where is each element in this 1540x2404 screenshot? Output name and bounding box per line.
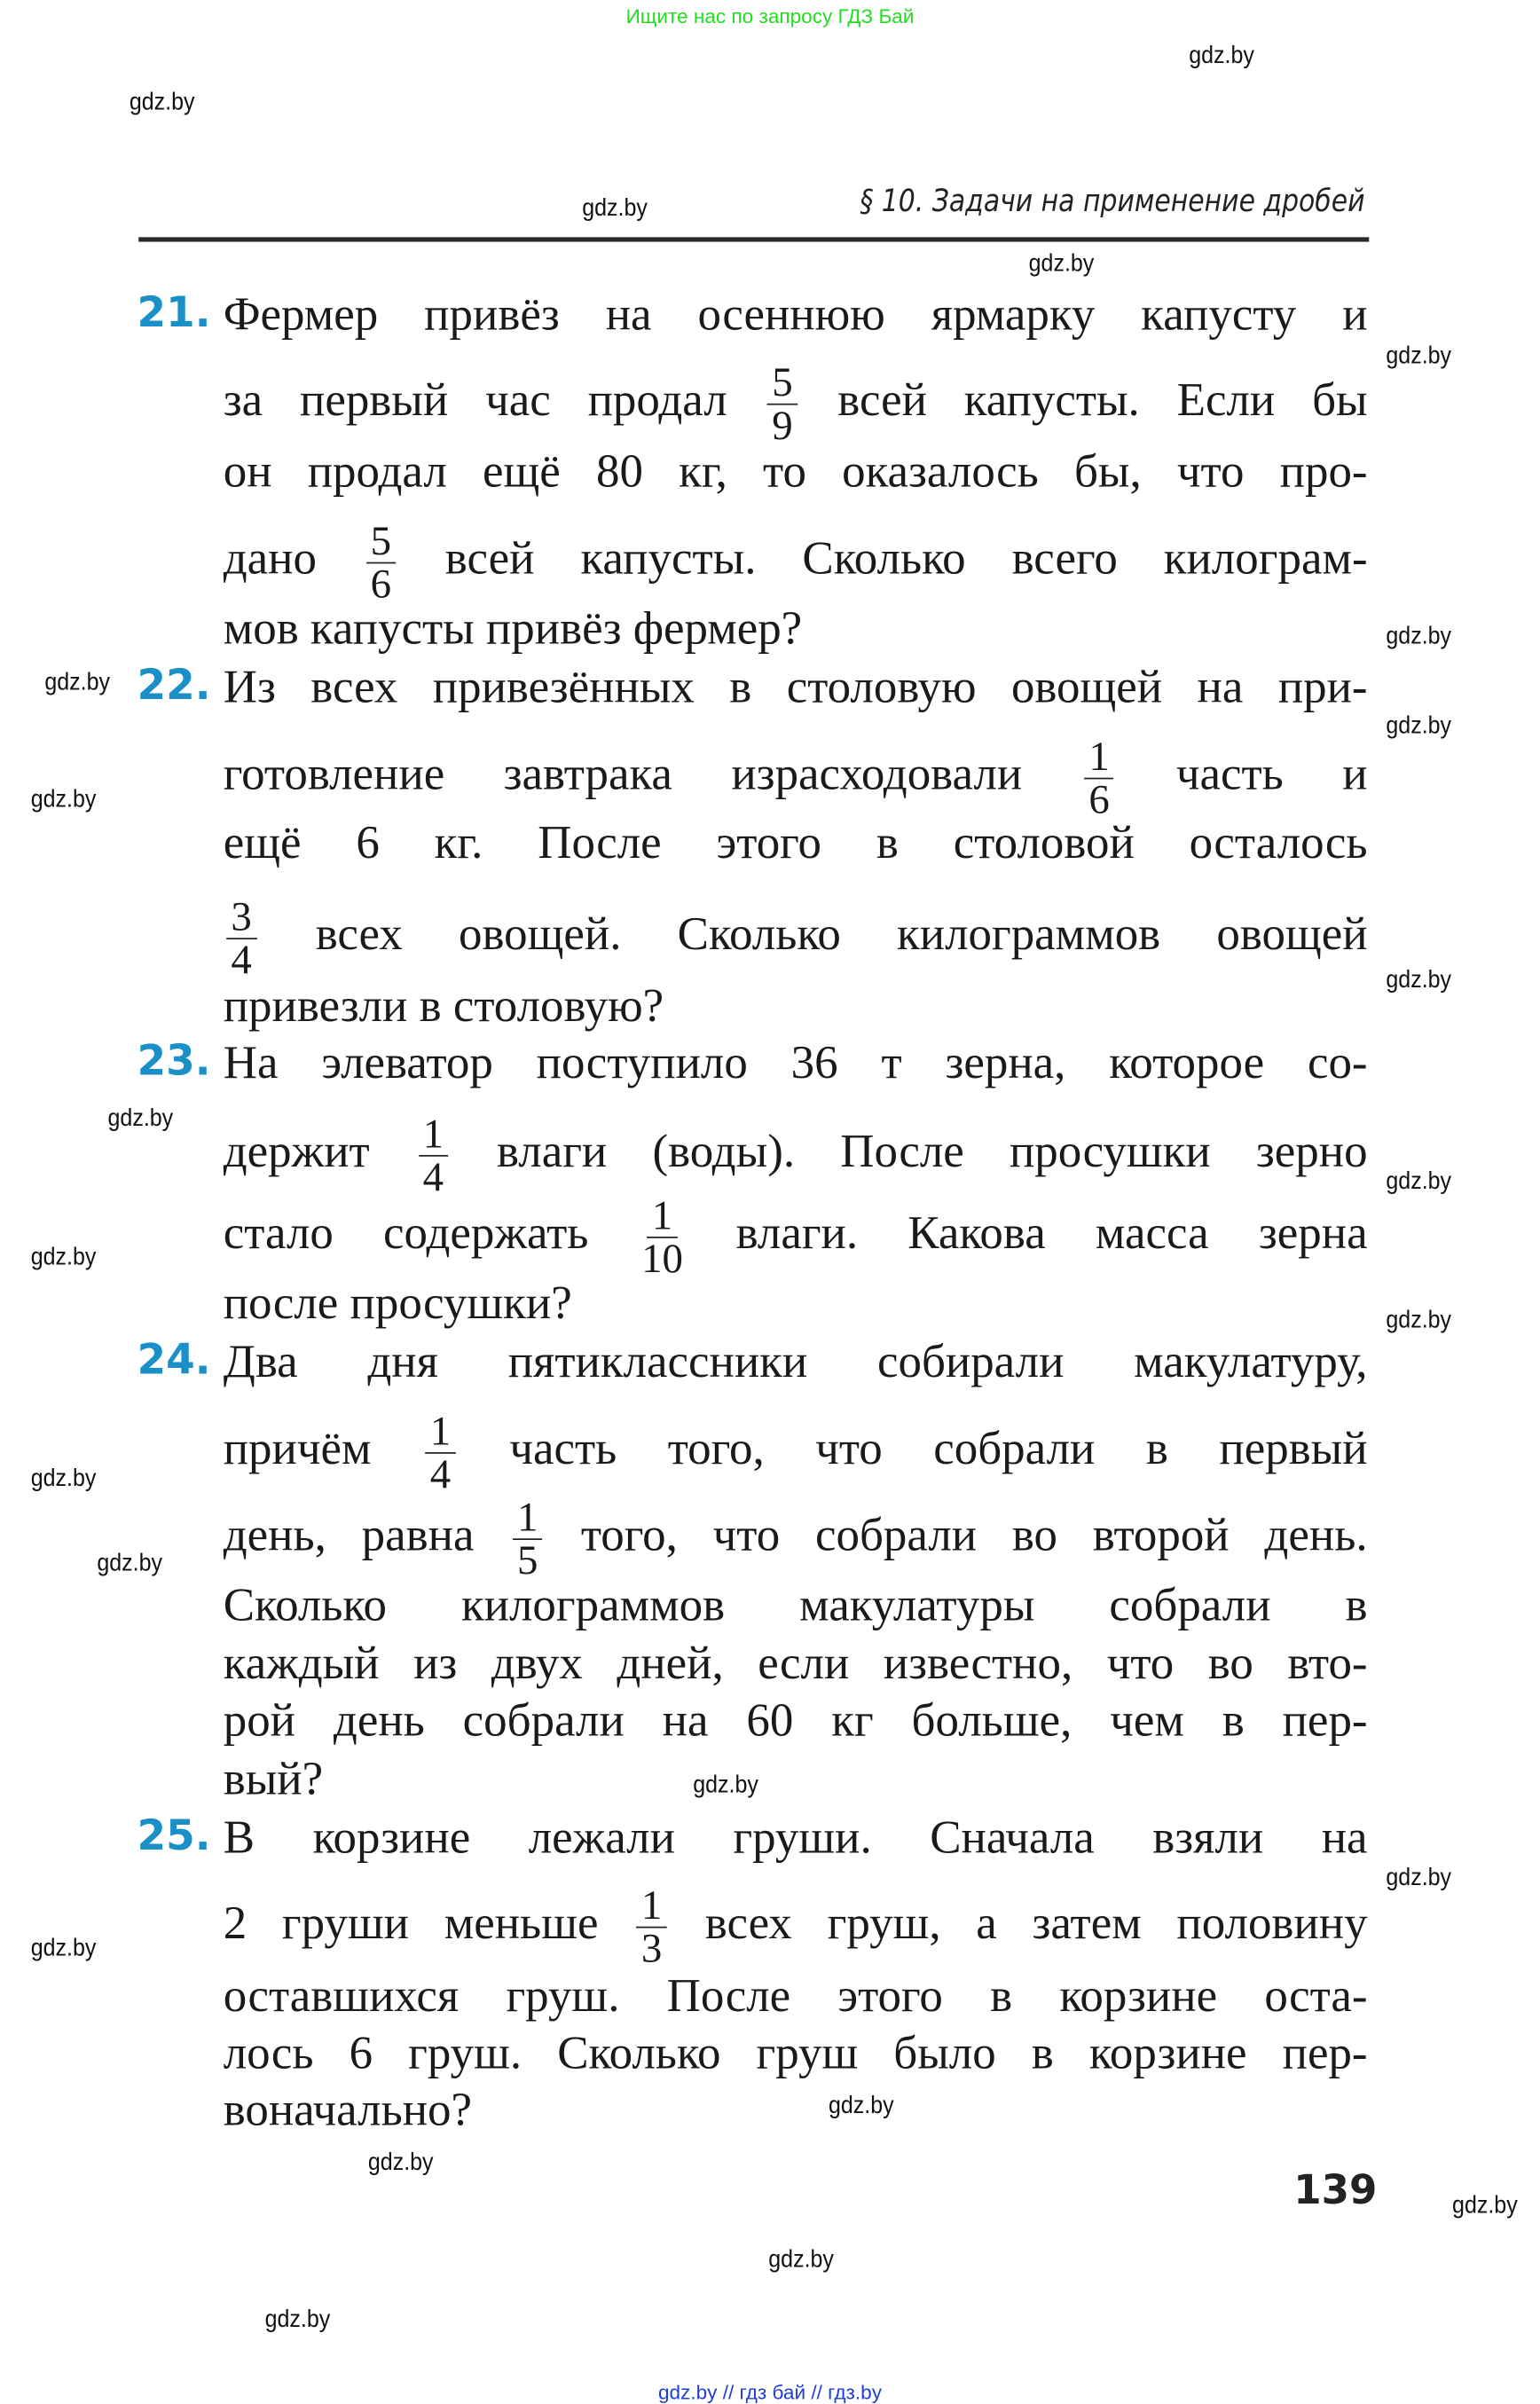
problem-text-line: [224, 1035, 1368, 1090]
text-segment: Два дня пятиклассники собирали макулатуру,: [223, 1335, 1368, 1388]
text-segment: воначально?: [223, 2083, 473, 2136]
watermark: gdz.by: [1189, 43, 1254, 70]
fraction-numerator: 1: [418, 1113, 448, 1157]
watermark: gdz.by: [693, 1772, 758, 1799]
text-segment: стало содержать: [223, 1206, 589, 1260]
watermark: gdz.by: [1386, 1865, 1452, 1891]
problem-text-line: [223, 1110, 1368, 1200]
text-segment: держит: [223, 1125, 370, 1178]
text-segment: вый?: [223, 1752, 324, 1805]
watermark: gdz.by: [1028, 250, 1095, 278]
watermark: gdz.by: [30, 1244, 97, 1271]
problem-number: 24.: [137, 1336, 211, 1385]
problem-text-line: [224, 892, 1368, 983]
text-segment: причём: [223, 1422, 372, 1475]
text-segment: всей капусты. Если бы: [837, 373, 1368, 427]
problem-text-line: [223, 1493, 1368, 1583]
watermark: gdz.by: [264, 2306, 331, 2334]
problem-text-line: [224, 1577, 1368, 1632]
fraction: [513, 1493, 543, 1583]
watermark: gdz.by: [367, 2149, 434, 2176]
text-segment: мов капусты привёз фермер?: [223, 601, 803, 655]
fraction-denominator: 5: [516, 1536, 538, 1583]
fraction-denominator: 6: [1088, 775, 1110, 823]
fraction-denominator: 4: [422, 1153, 444, 1200]
watermark: gdz.by: [1386, 1168, 1452, 1196]
fraction: [1084, 733, 1114, 823]
text-segment: рой день собрали на 60 кг больше, чем в пер-: [223, 1693, 1368, 1747]
problem-text-line: [224, 1636, 1368, 1691]
fraction-denominator: 6: [370, 560, 392, 607]
watermark: gdz.by: [1386, 967, 1452, 994]
problem-text-line: [224, 1968, 1368, 2023]
problem-text-line: [223, 733, 1368, 823]
watermark: gdz.by: [1386, 624, 1452, 650]
problem-text-line: [224, 2082, 472, 2137]
text-segment: всей капусты. Сколько всего килограм-: [444, 531, 1368, 585]
bottom-ad-link[interactable]: gdz.by // гдз бай // гдз.by: [657, 2380, 883, 2404]
text-segment: На элеватор поступило 36 т зерна, которое со-: [223, 1036, 1368, 1089]
problem-text-line: [223, 517, 1368, 607]
fraction-denominator: 3: [640, 1925, 663, 1972]
text-segment: за первый час продал: [223, 373, 727, 427]
fraction-numerator: 1: [648, 1195, 678, 1238]
problem-text-line: [224, 287, 1368, 342]
problem-text-line: [224, 1333, 1368, 1388]
text-segment: он продал ещё 80 кг, то оказалось бы, что про-: [223, 444, 1368, 498]
fraction: [425, 1407, 455, 1497]
text-segment: всех груш, а затем половину: [704, 1896, 1368, 1949]
text-segment: 2 груши меньше: [223, 1896, 599, 1949]
problem-text-line: [224, 659, 1368, 714]
problem-number: 22.: [137, 662, 211, 711]
watermark: gdz.by: [828, 2093, 894, 2119]
fraction-numerator: 5: [767, 362, 798, 405]
text-segment: часть и: [1175, 747, 1368, 800]
watermark: gdz.by: [582, 195, 648, 222]
header-divider: [138, 237, 1369, 241]
text-segment: готовление завтрака израсходовали: [223, 747, 1023, 800]
problem-text-line: [223, 1882, 1368, 1972]
problem-text-line: [224, 1275, 572, 1330]
top-ad-link[interactable]: Ищите нас по запросу ГДЗ Бай: [625, 4, 915, 28]
fraction-numerator: 1: [637, 1885, 667, 1929]
watermark: gdz.by: [30, 1465, 97, 1493]
page-number: 139: [1293, 2168, 1378, 2215]
fraction: [637, 1882, 667, 1972]
fraction: [641, 1191, 683, 1282]
watermark: gdz.by: [129, 89, 195, 116]
watermark: gdz.by: [30, 1936, 97, 1962]
watermark: gdz.by: [1386, 712, 1452, 740]
fraction: [226, 892, 256, 983]
text-segment: день, равна: [223, 1508, 475, 1561]
fraction-denominator: 9: [772, 402, 793, 449]
problem-text-line: [223, 358, 1368, 449]
problem-number: 25.: [137, 1812, 211, 1861]
text-segment: всех овощей. Сколько килограммов овощей: [315, 907, 1368, 961]
fraction-numerator: 1: [513, 1497, 543, 1540]
text-segment: Фермер привёз на осеннюю ярмарку капусту и: [223, 287, 1368, 341]
fraction-numerator: 3: [226, 896, 256, 939]
watermark: gdz.by: [768, 2246, 834, 2274]
watermark: gdz.by: [107, 1105, 174, 1132]
watermark: gdz.by: [97, 1551, 163, 1577]
text-segment: после просушки?: [223, 1277, 572, 1330]
fraction-numerator: 1: [425, 1410, 455, 1454]
text-segment: каждый из двух дней, если известно, что во вто-: [223, 1637, 1368, 1690]
text-segment: В корзине лежали груши. Сначала взяли на: [223, 1811, 1368, 1864]
section-header: § 10. Задачи на применение дробей: [859, 181, 1365, 219]
watermark: gdz.by: [1452, 2193, 1518, 2219]
text-segment: того, что собрали во второй день.: [580, 1508, 1368, 1561]
watermark: gdz.by: [1386, 1307, 1452, 1334]
problem-text-line: [224, 2025, 1368, 2080]
text-segment: влаги (воды). После просушки зерно: [496, 1125, 1368, 1178]
problem-number: 23.: [137, 1038, 211, 1086]
problem-text-line: [223, 1407, 1368, 1497]
text-segment: дано: [223, 531, 317, 585]
text-segment: влаги. Какова масса зерна: [735, 1206, 1368, 1260]
text-segment: часть того, что собрали в первый: [509, 1422, 1368, 1475]
problem-text-line: [224, 978, 664, 1033]
text-segment: ещё 6 кг. После этого в столовой осталось: [223, 816, 1368, 869]
fraction-numerator: 1: [1084, 736, 1114, 780]
problem-text-line: [223, 1191, 1368, 1282]
watermark: gdz.by: [30, 787, 97, 813]
problem-number: 21.: [137, 289, 211, 338]
text-segment: привезли в столовую?: [223, 979, 664, 1033]
text-segment: лось 6 груш. Сколько груш было в корзине пер-: [223, 2026, 1368, 2079]
fraction-denominator: 10: [641, 1235, 683, 1282]
fraction-denominator: 4: [429, 1450, 452, 1497]
fraction: [365, 517, 396, 607]
watermark: gdz.by: [44, 670, 110, 696]
watermark: gdz.by: [1386, 343, 1452, 370]
fraction-numerator: 5: [365, 521, 396, 564]
text-segment: оставшихся груш. После этого в корзине оста-: [223, 1969, 1368, 2023]
fraction-denominator: 4: [231, 936, 252, 983]
problem-text-line: [224, 601, 802, 656]
text-segment: Сколько килограммов макулатуры собрали в: [223, 1578, 1368, 1631]
problem-text-line: [224, 444, 1368, 499]
text-segment: Из всех привезённых в столовую овощей на при-: [223, 660, 1368, 713]
fraction: [767, 358, 798, 449]
problem-text-line: [224, 814, 1368, 869]
problem-text-line: [224, 1693, 1368, 1748]
problem-text-line: [224, 1810, 1368, 1865]
fraction: [418, 1110, 448, 1200]
problem-text-line: [224, 1751, 323, 1806]
